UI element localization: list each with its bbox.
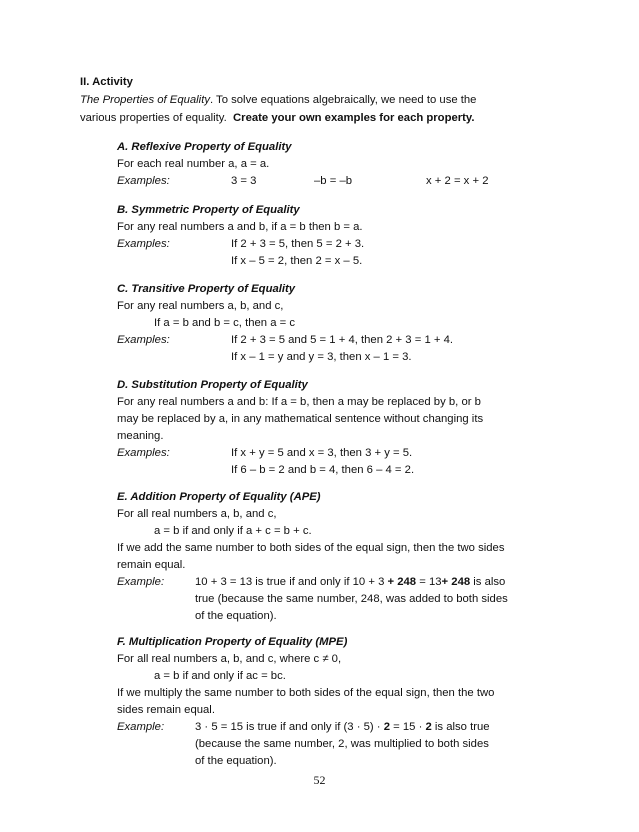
prop-d-examples-label: Examples: [117,447,170,459]
intro-bold: Create your own examples for each property. [233,112,475,124]
prop-d-title: D. Substitution Property of Equality [117,379,308,391]
prop-e-ex1-c: = 13 [416,576,442,588]
intro-title: The Properties of Equality [80,94,210,106]
prop-d-ex2: If 6 – b = 2 and b = 4, then 6 – 4 = 2. [231,464,415,476]
prop-a-ex2: –b = –b [314,175,353,187]
prop-f-example-label: Example: [117,721,165,733]
prop-a-title: A. Reflexive Property of Equality [117,141,292,153]
prop-e-ex2: true (because the same number, 248, was added to both sides [195,593,508,605]
prop-e-title: E. Addition Property of Equality (APE) [117,491,321,503]
prop-a-ex3: x + 2 = x + 2 [426,175,489,187]
prop-e-ex1-e: is also [470,576,506,588]
prop-f-def1: For all real numbers a, b, and c, where c ≠ 0, [117,653,342,665]
prop-e-ex1-a: 10 + 3 = 13 is true if and only if 10 + 3 [195,576,385,588]
prop-e-def2: a = b if and only if a + c = b + c. [154,525,312,537]
prop-c-title: C. Transitive Property of Equality [117,283,296,295]
prop-e-def3: If we add the same number to both sides of the equal sign, then the two sides [117,542,505,554]
prop-f-def4: sides remain equal. [117,704,215,716]
section-heading: II. Activity [80,76,133,88]
prop-c-ex1: If 2 + 3 = 5 and 5 = 1 + 4, then 2 + 3 = 1 + 4. [231,334,454,346]
prop-f-ex1-d: 2 [425,721,432,733]
prop-c-def: For any real numbers a, b, and c, [117,300,284,312]
prop-f-ex2: (because the same number, 2, was multiplied to both sides [195,738,489,750]
prop-c-ex2: If x – 1 = y and y = 3, then x – 1 = 3. [231,351,412,363]
prop-f-def3: If we multiply the same number to both sides of the equal sign, then the two [117,687,495,699]
prop-d-def3: meaning. [117,430,164,442]
prop-e-def4: remain equal. [117,559,186,571]
intro-line2: various properties of equality. [80,112,227,124]
prop-c-def2: If a = b and b = c, then a = c [154,317,295,329]
page-number: 52 [313,773,326,787]
prop-f-ex1 [195,720,490,734]
prop-f-ex1-e: is also true [431,721,490,733]
prop-d-def1: For any real numbers a and b: If a = b, then a may be replaced by b, or b [117,396,481,408]
prop-e-example-label: Example: [117,576,165,588]
prop-b-def: For any real numbers a and b, if a = b then b = a. [117,221,363,233]
prop-f-ex3: of the equation). [195,755,277,767]
prop-a-examples-label: Examples: [117,175,170,187]
prop-d-ex1: If x + y = 5 and x = 3, then 3 + y = 5. [231,447,413,459]
prop-e-ex1-b: + 248 [387,576,417,588]
prop-f-def2: a = b if and only if ac = bc. [154,670,286,682]
prop-f-ex1-a: 3 · 5 = 15 is true if and only if (3 · 5) · [195,721,384,733]
intro-text: . To solve equations algebraically, we need to use the [209,94,477,106]
prop-d-def2: may be replaced by a, in any mathematical sentence without changing its [117,413,484,425]
prop-e-ex1 [195,575,505,589]
prop-f-ex1-b: 2 [383,721,390,733]
prop-c-examples-label: Examples: [117,334,170,346]
prop-e-def1: For all real numbers a, b, and c, [117,508,277,520]
intro-line-2 [80,111,475,125]
prop-e-ex3: of the equation). [195,610,277,622]
prop-b-title: B. Symmetric Property of Equality [117,204,300,216]
prop-f-ex1-c: = 15 · [389,721,426,733]
prop-b-ex1: If 2 + 3 = 5, then 5 = 2 + 3. [231,238,365,250]
intro-line-1 [80,93,476,107]
prop-b-ex2: If x – 5 = 2, then 2 = x – 5. [231,255,363,267]
prop-a-ex1: 3 = 3 [231,175,257,187]
prop-f-title: F. Multiplication Property of Equality (MPE) [117,636,348,648]
prop-a-def: For each real number a, a = a. [117,158,270,170]
prop-b-examples-label: Examples: [117,238,170,250]
prop-e-ex1-d: + 248 [441,576,471,588]
